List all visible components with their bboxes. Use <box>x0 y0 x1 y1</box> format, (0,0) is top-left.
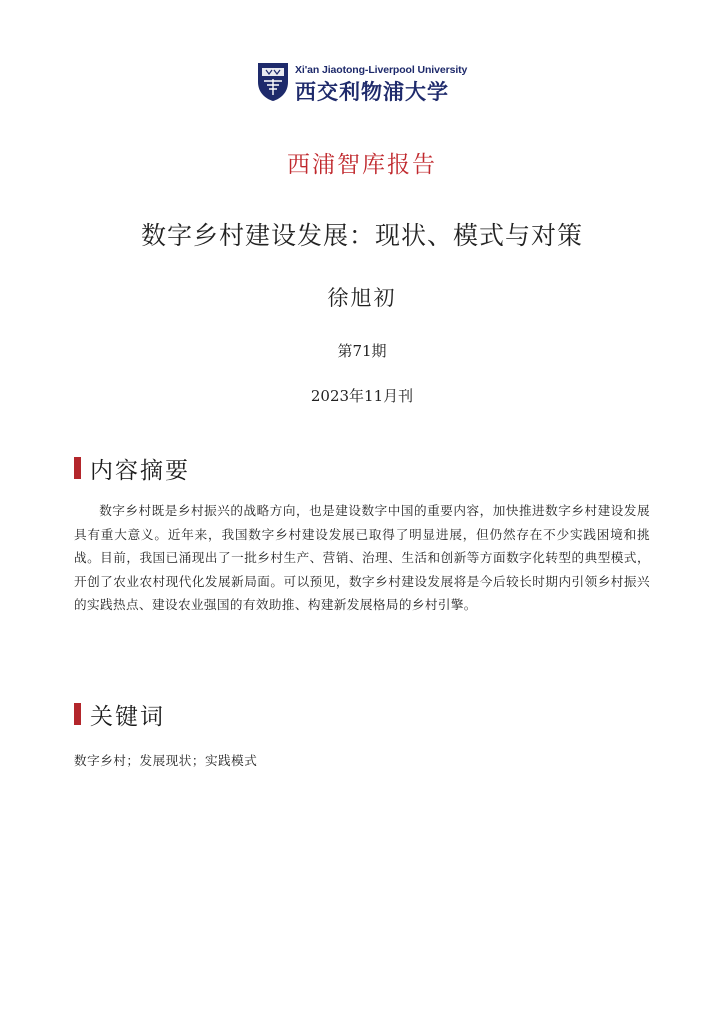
heading-bar <box>74 703 81 725</box>
university-name-en: Xi'an Jiaotong-Liverpool University <box>295 64 468 76</box>
university-crest-icon <box>257 62 289 102</box>
report-date: 2023年11月刊 <box>310 387 414 405</box>
keywords-heading-text: 关键词 <box>90 704 165 730</box>
report-title: 数字乡村建设发展：现状、模式与对策 <box>140 221 583 250</box>
report-series: 西浦智库报告 <box>287 152 437 178</box>
keywords-body: 数字乡村；发展现状；实践模式 <box>74 753 258 768</box>
university-logo <box>257 62 469 104</box>
abstract-heading-text: 内容摘要 <box>90 458 190 484</box>
abstract-body: 数字乡村既是乡村振兴的战略方向，也是建设数字中国的重要内容，加快推进数字乡村建设发展具有重大意义。近年来，我国数字乡村建设发展已取得了明显进展，但仍然存在不少实践困境和挑战。目前，我国已涌现出了一批乡村生产、营销、治理、生活和创新等方面数字化转型的典型模式，开创了农业农村现代化发展新局面。可以预见，数字乡村建设发展将是今后较长时期内引领乡村振兴的实践热点、建设农业强国的有效助推、构建新发展格局的乡村引擎。 <box>74 503 650 613</box>
university-name-cn: 西交利物浦大学 <box>295 80 449 104</box>
report-issue: 第71期 <box>337 342 387 360</box>
heading-bar <box>74 457 81 479</box>
report-author: 徐旭初 <box>327 286 397 310</box>
